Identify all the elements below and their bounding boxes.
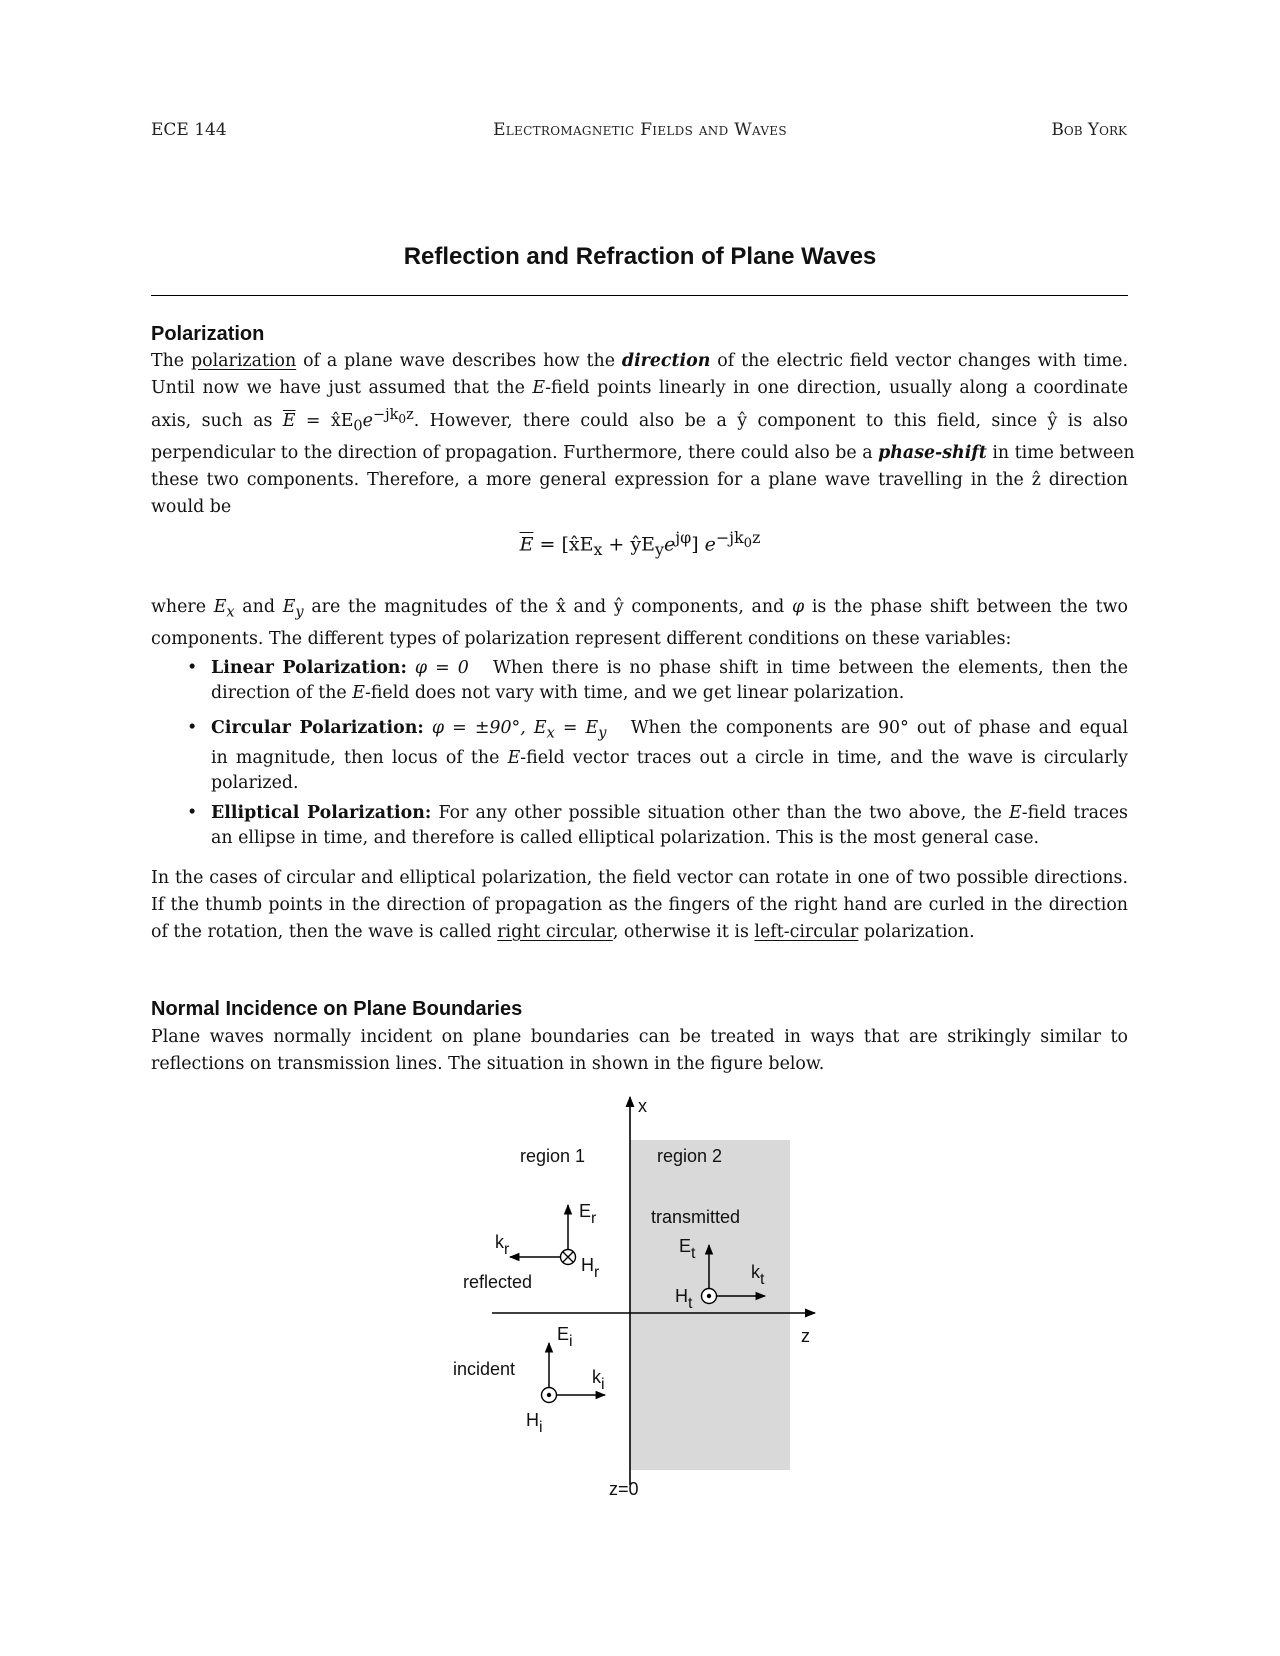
header-course: ECE 144 [151, 120, 227, 140]
paragraph-polarization-where [151, 594, 1128, 653]
bullet-circular-polarization: • Circular Polarization: φ = ±90°, $E_x = E_y$ When the components are 90° out of phase and equal in magnitude, then locus of the E-field vector traces out a circle in time, and the wave is circularly polarized. [187, 718, 1129, 794]
text-line: axis, such as $\overline{E}$ = $x̂E_0e^{-jk_0z}$. However, there could also be a ŷ component to this field, since ŷ is also [151, 407, 1128, 435]
ki-label: ki [592, 1367, 605, 1393]
section-heading-polarization: Polarization [151, 323, 265, 345]
x-axis-label: x [638, 1096, 647, 1116]
paragraph-polarization-intro [151, 348, 1135, 521]
Hi-dot [547, 1393, 551, 1397]
Hr-label: Hr [581, 1255, 600, 1281]
Ht-dot [707, 1294, 711, 1298]
text-line: Until now we have just assumed that the E-field points linearly in one direction, usually along a coordinate [151, 378, 1128, 398]
kr-label: kr [495, 1232, 510, 1258]
text-line: If the thumb points in the direction of propagation as the fingers of the right hand are curled in the direction [151, 895, 1128, 915]
Er-label: Er [579, 1201, 597, 1227]
Hi-label: Hi [526, 1410, 543, 1436]
header-subject: Electromagnetic Fields and Waves [493, 120, 787, 140]
text-line: Plane waves normally incident on plane boundaries can be treated in ways that are strikingly similar to [151, 1027, 1128, 1047]
reflected-label: reflected [463, 1272, 533, 1292]
z-axis-label: z [801, 1326, 810, 1346]
incident-label: incident [453, 1359, 516, 1379]
text-line: where $E_x$ and $E_y$ are the magnitudes of the x̂ and ŷ components, and φ is the phase shift between the two [151, 597, 1128, 621]
text-line: In the cases of circular and elliptical polarization, the field vector can rotate in one of two possible directions. [151, 868, 1128, 888]
normal-incidence-diagram [400, 1085, 880, 1505]
title-rule [151, 295, 1128, 296]
text-line: perpendicular to the direction of propagation. Furthermore, there could also be a phase-shift in time between [151, 443, 1135, 464]
text-line: would be [151, 497, 232, 518]
Et-label: Et [679, 1236, 696, 1262]
bullet-linear-polarization: • Linear Polarization: φ = 0 When there is no phase shift in time between the elements, then the direction of the E-field does not vary with time, and we get linear polarization. [187, 658, 1128, 703]
z0-label: z=0 [609, 1479, 639, 1499]
equation-general-plane-wave: $\overline{E}$ = [$x̂E_x$ + $ŷE_ye^{j\varphi}$] $e^{-jk_0z}$ [519, 528, 761, 560]
region-2-shade [630, 1140, 790, 1470]
header-author: Bob York [1051, 120, 1127, 140]
paragraph-rotation-direction [151, 865, 1128, 946]
text-line: The polarization of a plane wave describes how the direction of the electric field vector changes with time. [151, 351, 1128, 371]
region-2-label: region 2 [657, 1146, 723, 1166]
kt-label: kt [751, 1262, 765, 1288]
page-title: Reflection and Refraction of Plane Waves [403, 243, 877, 270]
region-1-label: region 1 [520, 1146, 586, 1166]
bullet-elliptical-polarization: • Elliptical Polarization: For any other possible situation other than the two above, the E-field traces an ellipse in time, and therefore is called elliptical polarization. This is the most general case. [187, 803, 1128, 848]
text-line: reflections on transmission lines. The situation in shown in the figure below. [151, 1054, 825, 1074]
paragraph-normal-incidence [151, 1024, 1128, 1078]
Ei-label: Ei [557, 1324, 573, 1350]
text-line: components. The different types of polarization represent different conditions on these variables: [151, 629, 1012, 650]
text-line: these two components. Therefore, a more general expression for a plane wave travelling in the ẑ direction [151, 470, 1128, 491]
Ht-label: Ht [675, 1286, 693, 1312]
text-line: of the rotation, then the wave is called right circular, otherwise it is left-circular polarization. [151, 922, 975, 942]
section-heading-normal-incidence: Normal Incidence on Plane Boundaries [151, 998, 523, 1020]
transmitted-label: transmitted [651, 1207, 741, 1227]
